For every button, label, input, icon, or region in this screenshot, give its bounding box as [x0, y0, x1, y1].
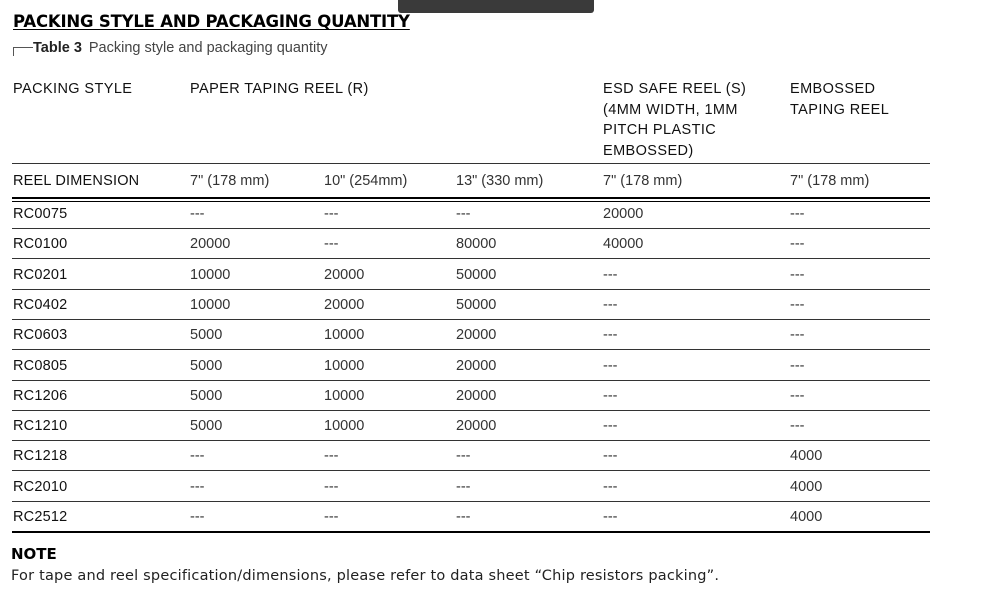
- row-value-paper-7in: 5000: [190, 388, 223, 404]
- row-value-paper-13in: ---: [456, 509, 471, 525]
- table-rule: [12, 349, 930, 350]
- table-rule: [12, 501, 930, 502]
- row-value-esd-7in: ---: [603, 327, 618, 343]
- row-value-esd-7in: ---: [603, 509, 618, 525]
- row-value-paper-7in: ---: [190, 479, 205, 495]
- table-rule: [12, 197, 930, 202]
- row-value-paper-13in: 20000: [456, 418, 497, 434]
- header-embossed-line: TAPING REEL: [790, 101, 890, 118]
- document-title: PACKING STYLE AND PACKAGING QUANTITY: [13, 12, 410, 31]
- row-value-embossed-7in: 4000: [790, 479, 823, 495]
- table-rule: [12, 440, 930, 441]
- table-rule: [12, 531, 930, 533]
- row-value-paper-13in: 80000: [456, 236, 497, 252]
- row-value-paper-13in: 20000: [456, 388, 497, 404]
- table-rule: [12, 470, 930, 471]
- row-value-paper-10in: ---: [324, 236, 339, 252]
- row-value-esd-7in: ---: [603, 388, 618, 404]
- row-value-paper-10in: 10000: [324, 388, 365, 404]
- row-value-esd-7in: ---: [603, 479, 618, 495]
- row-value-embossed-7in: ---: [790, 297, 805, 313]
- header-packing-style: PACKING STYLE: [13, 81, 133, 97]
- row-part-number: RC1206: [13, 388, 68, 404]
- row-value-paper-13in: 50000: [456, 267, 497, 283]
- row-part-number: RC2512: [13, 509, 68, 525]
- row-value-paper-10in: ---: [324, 479, 339, 495]
- header-esd-line: PITCH PLASTIC: [603, 122, 717, 138]
- table-rule: [12, 258, 930, 259]
- table-rule: [12, 410, 930, 411]
- caption-label: Table 3: [33, 40, 82, 56]
- row-value-paper-13in: 20000: [456, 327, 497, 343]
- row-value-paper-13in: ---: [456, 206, 471, 222]
- caption-text: Packing style and packaging quantity: [88, 40, 328, 56]
- header-esd-line: EMBOSSED): [603, 142, 694, 159]
- row-part-number: RC1218: [13, 448, 68, 464]
- row-value-paper-7in: 10000: [190, 267, 231, 283]
- header-esd-line: ESD SAFE REEL (S): [603, 81, 747, 97]
- row-part-number: RC0201: [13, 267, 68, 283]
- row-value-paper-13in: 20000: [456, 358, 497, 374]
- row-value-esd-7in: ---: [603, 448, 618, 464]
- row-part-number: RC2010: [13, 479, 68, 495]
- row-value-paper-10in: ---: [324, 448, 339, 464]
- row-value-paper-10in: 10000: [324, 358, 365, 374]
- reel-dimension-paper-7in: 7" (178 mm): [190, 173, 270, 189]
- row-value-embossed-7in: ---: [790, 388, 805, 404]
- row-value-embossed-7in: 4000: [790, 448, 823, 464]
- header-esd-safe-reel: [603, 79, 746, 161]
- row-value-paper-10in: ---: [324, 509, 339, 525]
- row-value-paper-7in: 10000: [190, 297, 231, 313]
- row-value-paper-7in: ---: [190, 448, 205, 464]
- table-caption: [13, 40, 328, 56]
- header-divider: [12, 163, 930, 164]
- note-title: NOTE: [11, 545, 57, 563]
- row-value-esd-7in: ---: [603, 358, 618, 374]
- table-rule: [12, 380, 930, 381]
- table-rule: [12, 228, 930, 229]
- row-value-paper-7in: 20000: [190, 236, 231, 252]
- row-value-paper-13in: ---: [456, 479, 471, 495]
- header-esd-line: (4MM WIDTH, 1MM: [603, 101, 738, 118]
- reel-dimension-esd-7in: 7" (178 mm): [603, 173, 683, 189]
- row-value-paper-7in: 5000: [190, 327, 223, 343]
- caption-marker: [13, 47, 33, 56]
- row-value-embossed-7in: 4000: [790, 509, 823, 525]
- table-rule: [12, 319, 930, 320]
- row-value-paper-7in: ---: [190, 509, 205, 525]
- reel-dimension-embossed-7in: 7" (178 mm): [790, 173, 870, 189]
- row-value-embossed-7in: ---: [790, 418, 805, 434]
- table-rule: [12, 289, 930, 290]
- row-value-esd-7in: ---: [603, 297, 618, 313]
- row-value-paper-7in: ---: [190, 206, 205, 222]
- row-value-embossed-7in: ---: [790, 358, 805, 374]
- reel-dimension-paper-10in: 10" (254mm): [324, 173, 408, 189]
- row-value-embossed-7in: ---: [790, 327, 805, 343]
- row-value-paper-10in: 20000: [324, 297, 365, 313]
- row-part-number: RC0805: [13, 358, 68, 374]
- row-value-esd-7in: ---: [603, 267, 618, 283]
- row-value-embossed-7in: ---: [790, 267, 805, 283]
- row-value-paper-10in: 10000: [324, 418, 365, 434]
- row-part-number: RC0603: [13, 327, 68, 343]
- row-value-paper-13in: 50000: [456, 297, 497, 313]
- note-text: For tape and reel specification/dimensions, please refer to data sheet “Chip resistors packing”.: [11, 568, 720, 584]
- row-part-number: RC0100: [13, 236, 68, 252]
- row-value-paper-7in: 5000: [190, 358, 223, 374]
- row-value-esd-7in: 40000: [603, 236, 644, 252]
- header-embossed-taping-reel: [790, 79, 889, 120]
- row-value-embossed-7in: ---: [790, 236, 805, 252]
- header-paper-taping-reel: PAPER TAPING REEL (R): [190, 81, 369, 97]
- row-value-paper-10in: ---: [324, 206, 339, 222]
- tooltip-overlay: [398, 0, 594, 13]
- row-value-esd-7in: ---: [603, 418, 618, 434]
- header-embossed-line: EMBOSSED: [790, 81, 876, 97]
- row-value-paper-13in: ---: [456, 448, 471, 464]
- row-part-number: RC1210: [13, 418, 68, 434]
- row-value-paper-7in: 5000: [190, 418, 223, 434]
- row-part-number: RC0075: [13, 206, 68, 222]
- reel-dimension-label: REEL DIMENSION: [13, 173, 140, 189]
- row-value-paper-10in: 10000: [324, 327, 365, 343]
- row-value-embossed-7in: ---: [790, 206, 805, 222]
- row-part-number: RC0402: [13, 297, 68, 313]
- row-value-paper-10in: 20000: [324, 267, 365, 283]
- reel-dimension-paper-13in: 13" (330 mm): [456, 173, 544, 189]
- row-value-esd-7in: 20000: [603, 206, 644, 222]
